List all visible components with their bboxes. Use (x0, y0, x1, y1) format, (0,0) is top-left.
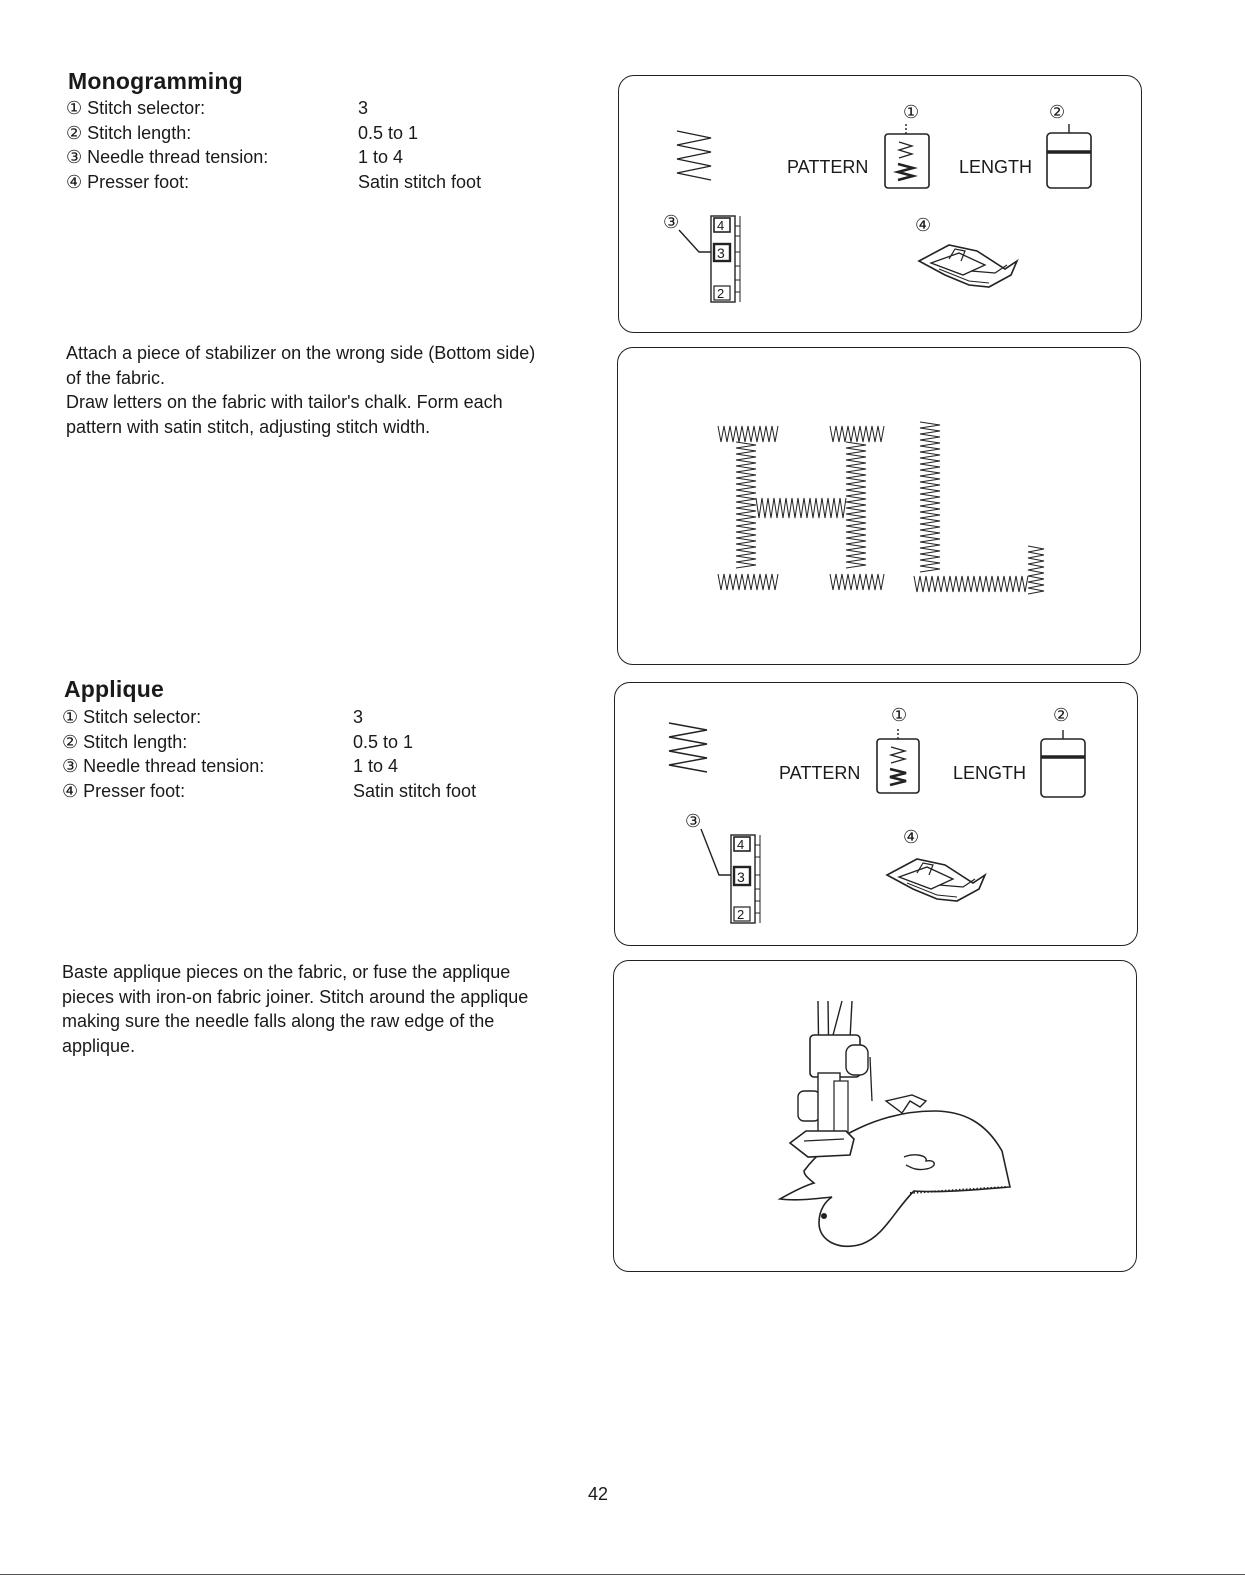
applique-title: Applique (64, 676, 164, 702)
setting-label: ② Stitch length: (66, 122, 192, 143)
monogramming-instructions (66, 341, 606, 439)
satin-stitch-icon (669, 723, 707, 772)
setting-row (62, 730, 562, 755)
marker-3-leader (701, 829, 731, 875)
pattern-label: PATTERN (787, 157, 869, 177)
setting-label: ③ Needle thread tension: (66, 147, 269, 167)
pattern-label: PATTERN (779, 763, 861, 783)
h-right-bottom-serif (830, 574, 884, 590)
monogram-example-panel (617, 347, 1141, 665)
applique-example-panel (613, 960, 1137, 1272)
marker-2: ② (1053, 705, 1070, 725)
monogramming-title: Monogramming (68, 68, 243, 94)
applique-settings-diagram (614, 682, 1138, 946)
l-end-serif (1028, 546, 1044, 594)
satin-stitch-foot-icon (887, 859, 985, 901)
dial-number: 4 (717, 218, 725, 233)
applique-settings (62, 705, 562, 803)
setting-value: 1 to 4 (358, 147, 404, 167)
bird-eye (821, 1213, 827, 1219)
h-right-top-serif (830, 426, 884, 442)
marker-4: ④ (915, 215, 932, 235)
marker-1: ① (891, 705, 908, 725)
marker-1: ① (903, 102, 920, 122)
hl-monogram-illustration (618, 348, 1140, 664)
marker-2: ② (1049, 102, 1066, 122)
dial-number: 3 (737, 869, 745, 885)
satin-stitch-icon (677, 131, 711, 180)
monogramming-settings (66, 96, 566, 194)
dial-number: 2 (737, 907, 745, 922)
l-base (914, 576, 1028, 592)
paragraph-line: Baste applique pieces on the fabric, or fuse the applique (62, 962, 511, 982)
length-label: LENGTH (959, 157, 1033, 177)
tension-dial-icon (731, 835, 760, 923)
applique-sewing-illustration (614, 961, 1136, 1271)
setting-row (66, 121, 566, 146)
marker-3-leader (679, 230, 711, 252)
length-dial-icon (1041, 730, 1085, 797)
setting-value: Satin stitch foot (353, 780, 477, 801)
settings-diagram-svg (615, 683, 1137, 945)
pattern-selector-icon (885, 124, 929, 188)
h-left-bottom-serif (718, 574, 778, 590)
pattern-selector-icon (877, 729, 919, 793)
setting-value: 0.5 to 1 (358, 122, 419, 143)
setting-value: 3 (358, 98, 369, 118)
h-left-top-serif (718, 426, 778, 442)
applique-instructions (62, 960, 602, 1058)
setting-row (66, 170, 566, 195)
paragraph-line: pieces with iron-on fabric joiner. Stitch around the applique (62, 986, 529, 1007)
setting-label: ① Stitch selector: (62, 707, 202, 727)
marker-4: ④ (903, 827, 920, 847)
paragraph-line: of the fabric. (66, 367, 166, 388)
setting-label: ④ Presser foot: (62, 780, 186, 801)
length-label: LENGTH (953, 763, 1027, 783)
l-stem (920, 422, 940, 572)
paragraph-line: making sure the needle falls along the raw edge of the (62, 1011, 495, 1031)
bottom-rule (0, 1574, 1245, 1575)
dial-number: 3 (717, 245, 725, 261)
setting-value: Satin stitch foot (358, 171, 482, 192)
setting-row (66, 145, 566, 170)
setting-row (62, 705, 562, 730)
setting-value: 3 (353, 707, 364, 727)
tension-dial-icon (711, 216, 740, 302)
settings-diagram-svg (619, 76, 1141, 332)
dial-number: 2 (717, 286, 725, 301)
setting-label: ① Stitch selector: (66, 98, 206, 118)
monogramming-settings-diagram (618, 75, 1142, 333)
satin-stitch-foot-icon (919, 245, 1017, 287)
marker-3: ③ (663, 212, 680, 232)
length-dial-icon (1047, 124, 1091, 188)
h-left-stem (736, 442, 756, 568)
dial-number: 4 (737, 837, 745, 852)
setting-row (62, 754, 562, 779)
page-number: 42 (588, 1484, 609, 1504)
paragraph-line: Attach a piece of stabilizer on the wrong side (Bottom side) (66, 343, 536, 363)
h-right-stem (846, 442, 866, 568)
h-crossbar (756, 498, 846, 518)
setting-label: ④ Presser foot: (66, 171, 190, 192)
setting-value: 1 to 4 (353, 756, 399, 776)
paragraph-line: Draw letters on the fabric with tailor's chalk. Form each (66, 392, 503, 412)
setting-value: 0.5 to 1 (353, 731, 414, 752)
setting-row (66, 96, 566, 121)
paragraph-line: pattern with satin stitch, adjusting stitch width. (66, 416, 431, 437)
setting-label: ③ Needle thread tension: (62, 756, 265, 776)
marker-3: ③ (685, 811, 702, 831)
setting-row (62, 779, 562, 804)
paragraph-line: applique. (62, 1035, 136, 1056)
setting-label: ② Stitch length: (62, 731, 188, 752)
